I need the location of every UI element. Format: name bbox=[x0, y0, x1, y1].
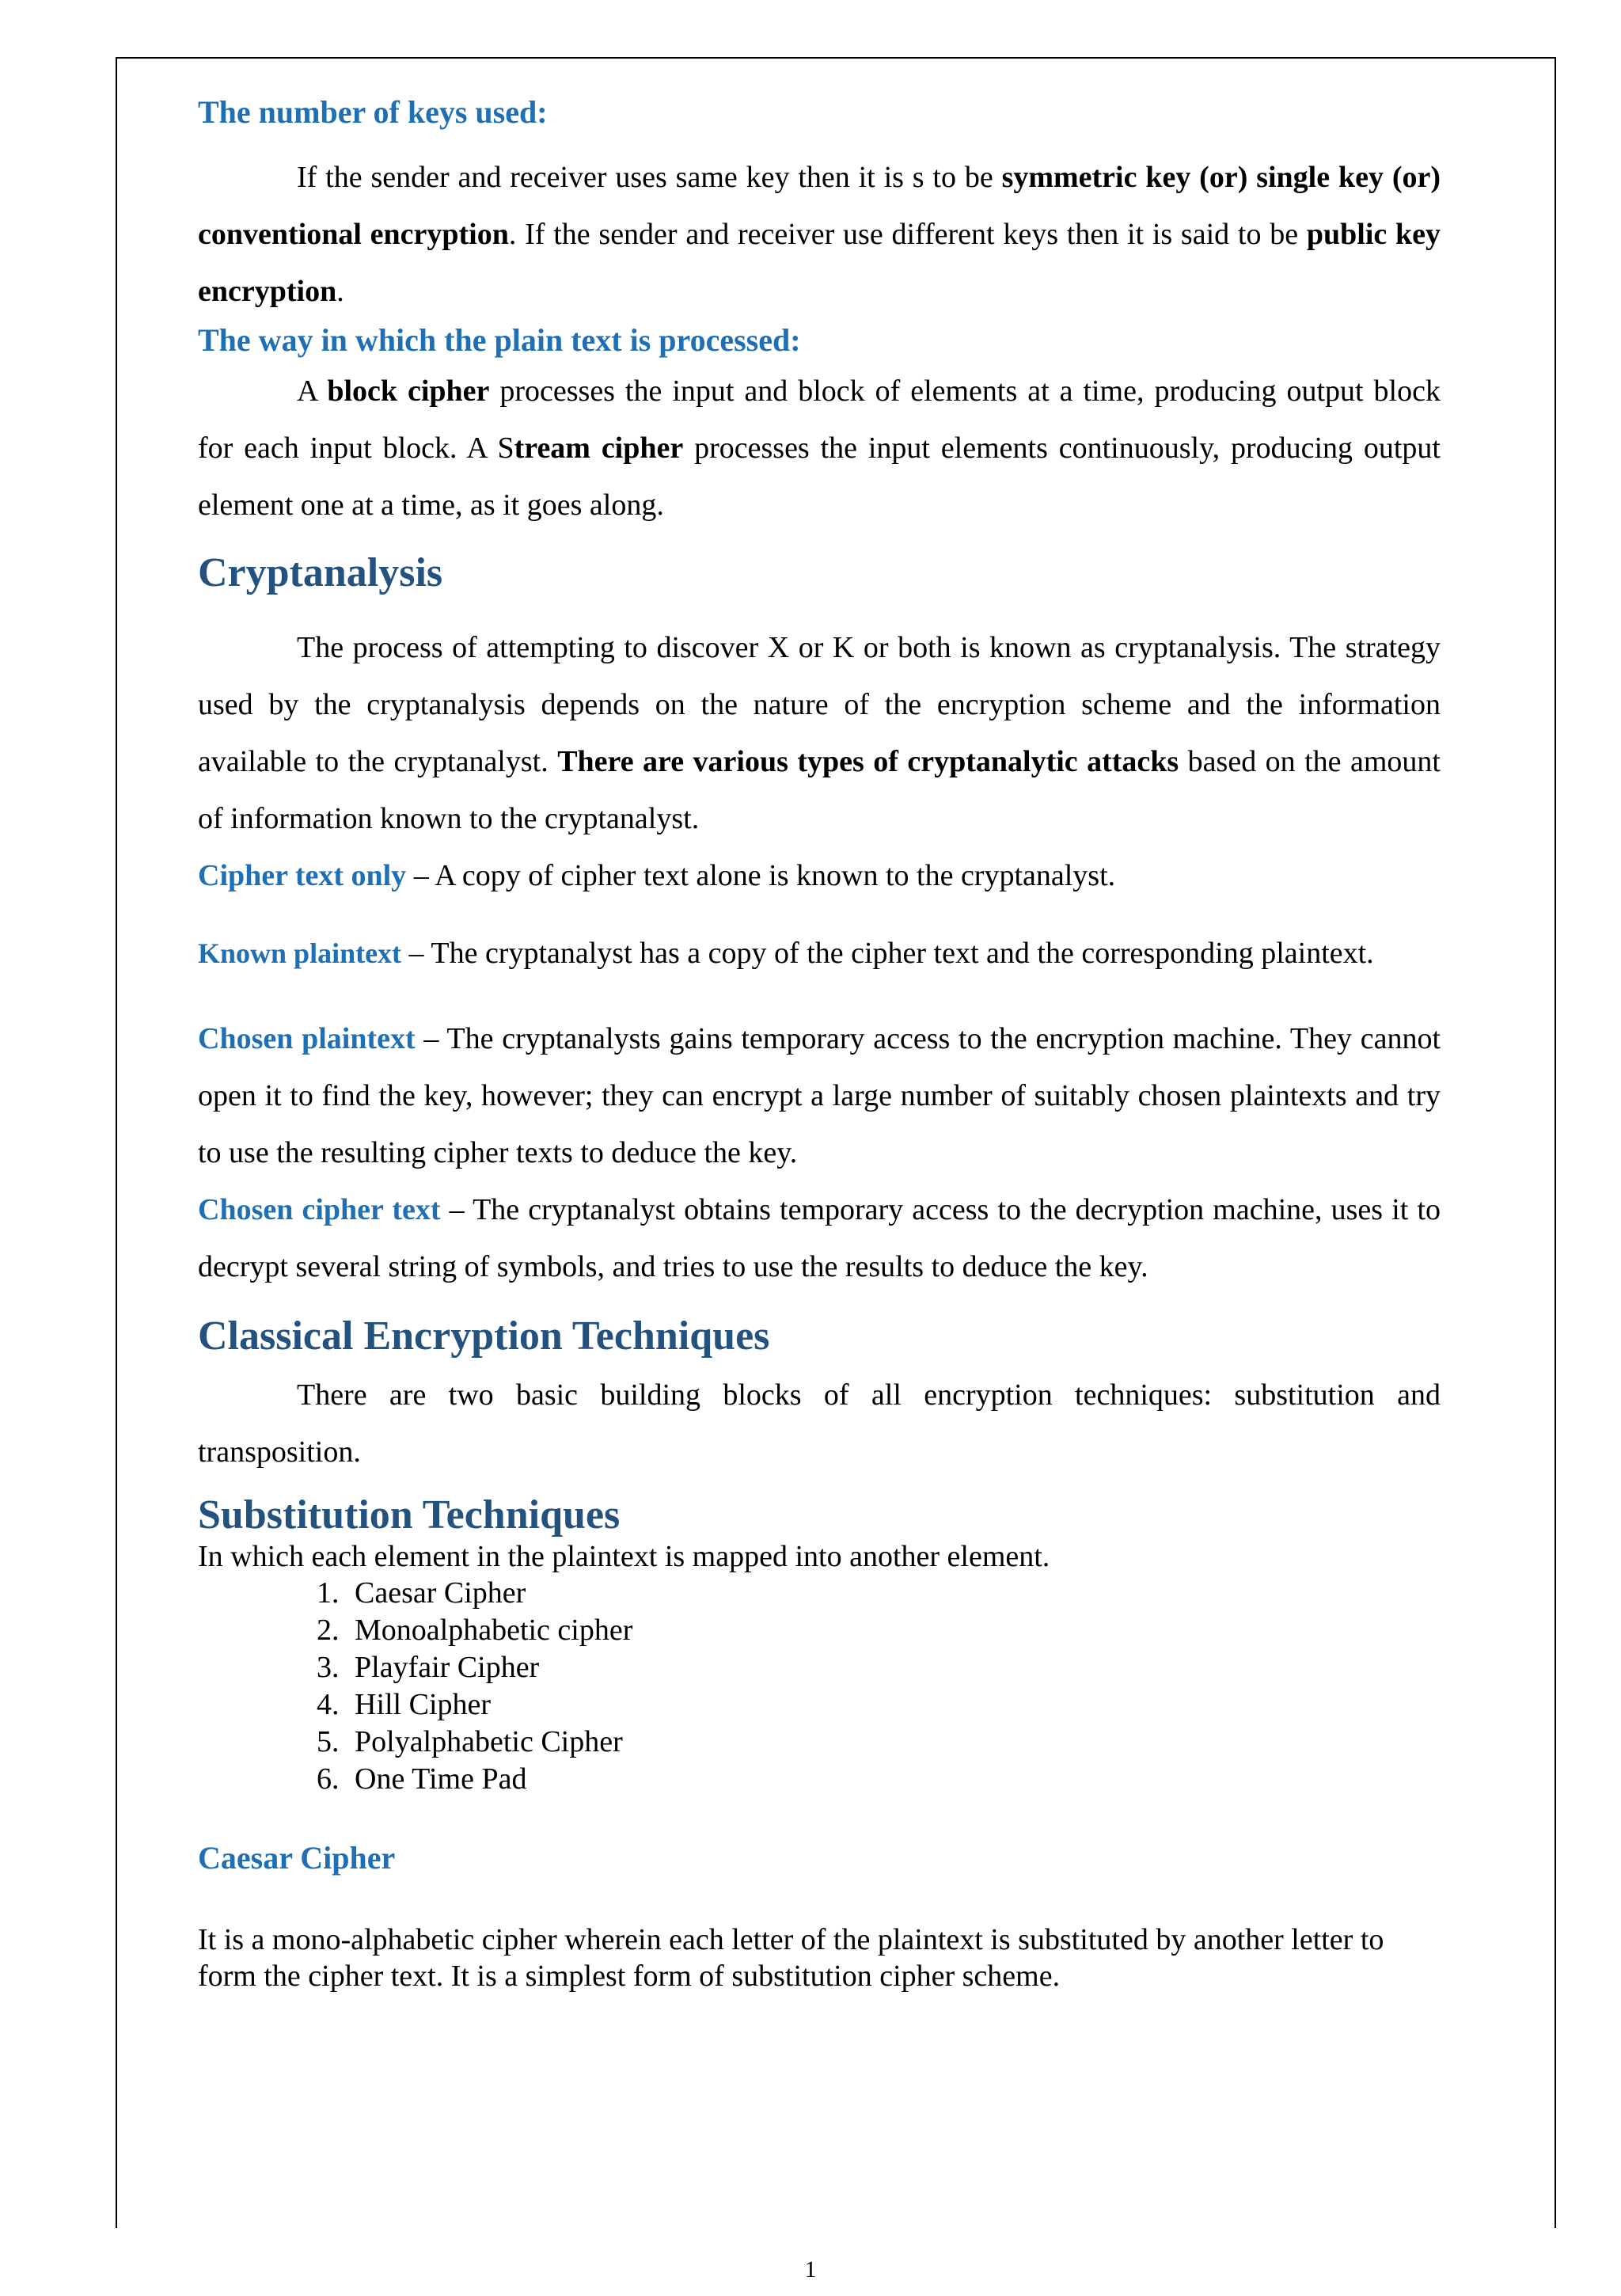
list-item: 4. Hill Cipher bbox=[347, 1686, 1441, 1724]
page-number: 1 bbox=[804, 2256, 817, 2283]
paragraph-caesar-cipher: It is a mono-alphabetic cipher wherein each letter of the plaintext is substituted by another letter to form the cipher text. It is a simplest form of substitution cipher scheme. bbox=[198, 1923, 1384, 1994]
list-item: 2. Monoalphabetic cipher bbox=[347, 1612, 1441, 1649]
paragraph-classical-encryption: There are two basic building blocks of all encryption techniques: substitution and transposition. bbox=[198, 1378, 1441, 1469]
heading-plain-text-processing: The way in which the plain text is processed: bbox=[198, 322, 801, 358]
heading-caesar-cipher: Caesar Cipher bbox=[198, 1840, 396, 1876]
paragraph-substitution-intro: In which each element in the plaintext is mapped into another element. bbox=[198, 1540, 1050, 1574]
list-item: 6. One Time Pad bbox=[347, 1761, 1441, 1798]
list-item: 1. Caesar Cipher bbox=[347, 1575, 1441, 1612]
substitution-list bbox=[198, 1575, 1441, 1798]
list-item: 3. Playfair Cipher bbox=[347, 1649, 1441, 1686]
document-body bbox=[198, 93, 1441, 1994]
attack-known-plaintext: Known plaintext – The cryptanalyst has a copy of the cipher text and the corresponding plaintext. bbox=[198, 936, 1374, 970]
heading-substitution-techniques: Substitution Techniques bbox=[198, 1492, 621, 1538]
paragraph-number-of-keys: If the sender and receiver uses same key then it is s to be symmetric key (or) single key (or) conventional encryption. If the sender and receiver use different keys then it is said to be public key encryption. bbox=[198, 161, 1441, 308]
heading-classical-encryption: Classical Encryption Techniques bbox=[198, 1313, 770, 1359]
list-item: 5. Polyalphabetic Cipher bbox=[347, 1724, 1441, 1761]
paragraph-cryptanalysis: The process of attempting to discover X or K or both is known as cryptanalysis. The strategy used by the cryptanalysis depends on the nature of the encryption scheme and the information available to the cryptanalyst. There are various types of cryptanalytic attacks based on the amount of information known to the cryptanalyst. bbox=[198, 630, 1441, 835]
paragraph-plain-text-processing: A block cipher processes the input and block of elements at a time, producing output block for each input block. A Stream cipher processes the input elements continuously, producing output element one at a time, as it goes along. bbox=[198, 374, 1441, 522]
attack-chosen-cipher-text: Chosen cipher text – The cryptanalyst obtains temporary access to the decryption machine, uses it to decrypt several string of symbols, and tries to use the results to deduce the key. bbox=[198, 1192, 1441, 1283]
heading-number-of-keys: The number of keys used: bbox=[198, 94, 548, 130]
heading-cryptanalysis: Cryptanalysis bbox=[198, 550, 443, 595]
attack-cipher-text-only: Cipher text only – A copy of cipher text alone is known to the cryptanalyst. bbox=[198, 858, 1116, 892]
attack-chosen-plaintext: Chosen plaintext – The cryptanalysts gains temporary access to the encryption machine. They cannot open it to find the key, however; they can encrypt a large number of suitably chosen plaintexts and try to use the resulting cipher texts to deduce the key. bbox=[198, 1021, 1441, 1169]
